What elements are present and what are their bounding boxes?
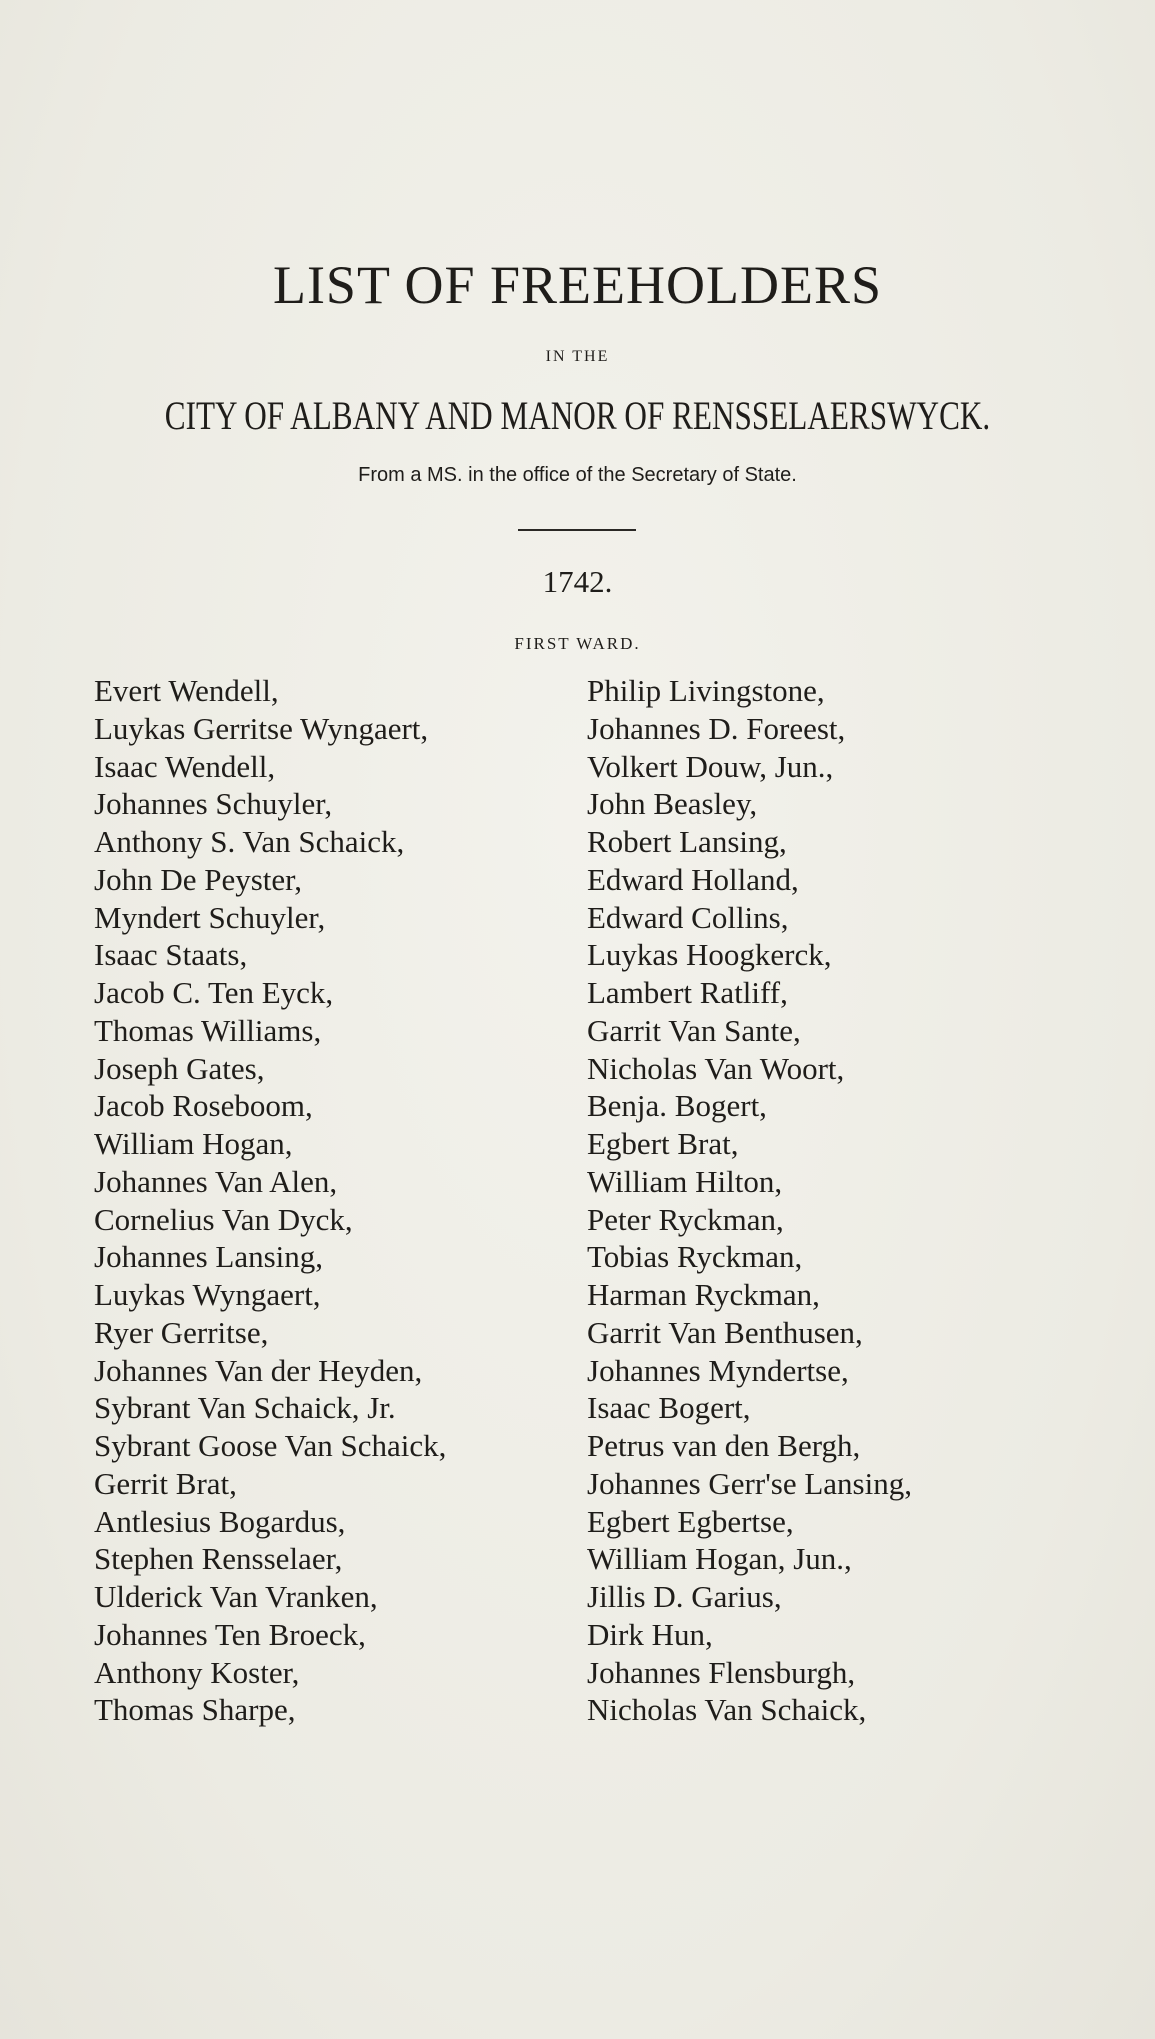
section-divider (518, 529, 636, 531)
name-entry: Luykas Hoogkerck, (587, 937, 832, 973)
name-entry: Johannes Myndertse, (587, 1352, 849, 1388)
name-entry: Volkert Douw, Jun., (587, 748, 834, 784)
name-entry: Myndert Schuyler, (94, 899, 326, 935)
year-heading: 1742. (542, 564, 613, 599)
name-entry: Edward Holland, (587, 861, 799, 897)
name-entry: Johannes Lansing, (94, 1239, 324, 1275)
page-title: LIST OF FREEHOLDERS (272, 255, 883, 315)
name-entry: Harman Ryckman, (587, 1277, 820, 1312)
name-entry: Luykas Wyngaert, (94, 1277, 321, 1312)
name-entry: Thomas Williams, (94, 1012, 322, 1048)
name-entry: Johannes Schuyler, (94, 786, 333, 822)
name-entry: Sybrant Van Schaick, Jr. (94, 1390, 396, 1426)
title-connector: IN THE (545, 348, 610, 365)
name-entry: Antlesius Bogardus, (94, 1503, 346, 1539)
name-entry: Stephen Rensselaer, (94, 1541, 343, 1577)
name-entry: John Beasley, (587, 786, 758, 822)
name-entry: Johannes Flensburgh, (587, 1654, 856, 1690)
name-entry: Ryer Gerritse, (94, 1314, 269, 1350)
name-entry: Robert Lansing, (587, 824, 787, 859)
name-entry: Johannes D. Foreest, (587, 710, 846, 746)
name-entry: Anthony Koster, (94, 1654, 300, 1690)
name-entry: Gerrit Brat, (94, 1465, 237, 1501)
name-entry: Ulderick Van Vranken, (94, 1579, 378, 1614)
names-column-right (587, 672, 912, 1729)
name-entry: Egbert Brat, (587, 1126, 739, 1161)
name-entry: Cornelius Van Dyck, (94, 1201, 353, 1237)
name-entry: Thomas Sharpe, (94, 1692, 296, 1728)
name-entry: Anthony S. Van Schaick, (94, 824, 405, 859)
name-entry: Jacob C. Ten Eyck, (94, 975, 334, 1010)
name-entry: John De Peyster, (94, 861, 302, 897)
page-subtitle: CITY OF ALBANY AND MANOR OF RENSSELAERSWYCK. (164, 393, 991, 438)
name-entry: Evert Wendell, (94, 673, 279, 708)
name-entry: Isaac Bogert, (587, 1390, 751, 1426)
name-entry: Jillis D. Garius, (587, 1579, 782, 1614)
source-note: From a MS. in the office of the Secretary of State. (358, 464, 797, 486)
name-entry: Philip Livingstone, (587, 673, 825, 708)
name-entry: William Hogan, (94, 1126, 293, 1161)
name-entry: Isaac Wendell, (94, 748, 276, 784)
name-entry: Luykas Gerritse Wyngaert, (94, 710, 429, 746)
name-entry: Peter Ryckman, (587, 1201, 784, 1237)
name-entry: Garrit Van Sante, (587, 1012, 801, 1048)
name-entry: Lambert Ratliff, (587, 975, 788, 1010)
name-entry: Nicholas Van Woort, (587, 1050, 845, 1086)
name-entry: Tobias Ryckman, (587, 1239, 803, 1275)
name-entry: Johannes Van Alen, (94, 1163, 338, 1199)
name-entry: William Hilton, (587, 1163, 783, 1199)
name-entry: William Hogan, Jun., (587, 1541, 852, 1577)
names-column-left (94, 672, 446, 1729)
name-entry: Egbert Egbertse, (587, 1503, 794, 1539)
name-entry: Johannes Ten Broeck, (94, 1616, 366, 1652)
name-entry: Nicholas Van Schaick, (587, 1692, 867, 1728)
name-entry: Joseph Gates, (94, 1050, 265, 1086)
name-entry: Edward Collins, (587, 899, 789, 935)
name-entry: Benja. Bogert, (587, 1088, 767, 1124)
name-entry: Garrit Van Benthusen, (587, 1314, 863, 1350)
name-entry: Sybrant Goose Van Schaick, (94, 1428, 447, 1463)
name-entry: Jacob Roseboom, (94, 1088, 313, 1124)
name-entry: Johannes Van der Heyden, (94, 1352, 423, 1388)
name-entry: Petrus van den Bergh, (587, 1428, 861, 1463)
name-entry: Dirk Hun, (587, 1616, 713, 1652)
name-entry: Johannes Gerr'se Lansing, (587, 1465, 912, 1501)
ward-heading: FIRST WARD. (514, 634, 641, 653)
name-entry: Isaac Staats, (94, 937, 248, 973)
